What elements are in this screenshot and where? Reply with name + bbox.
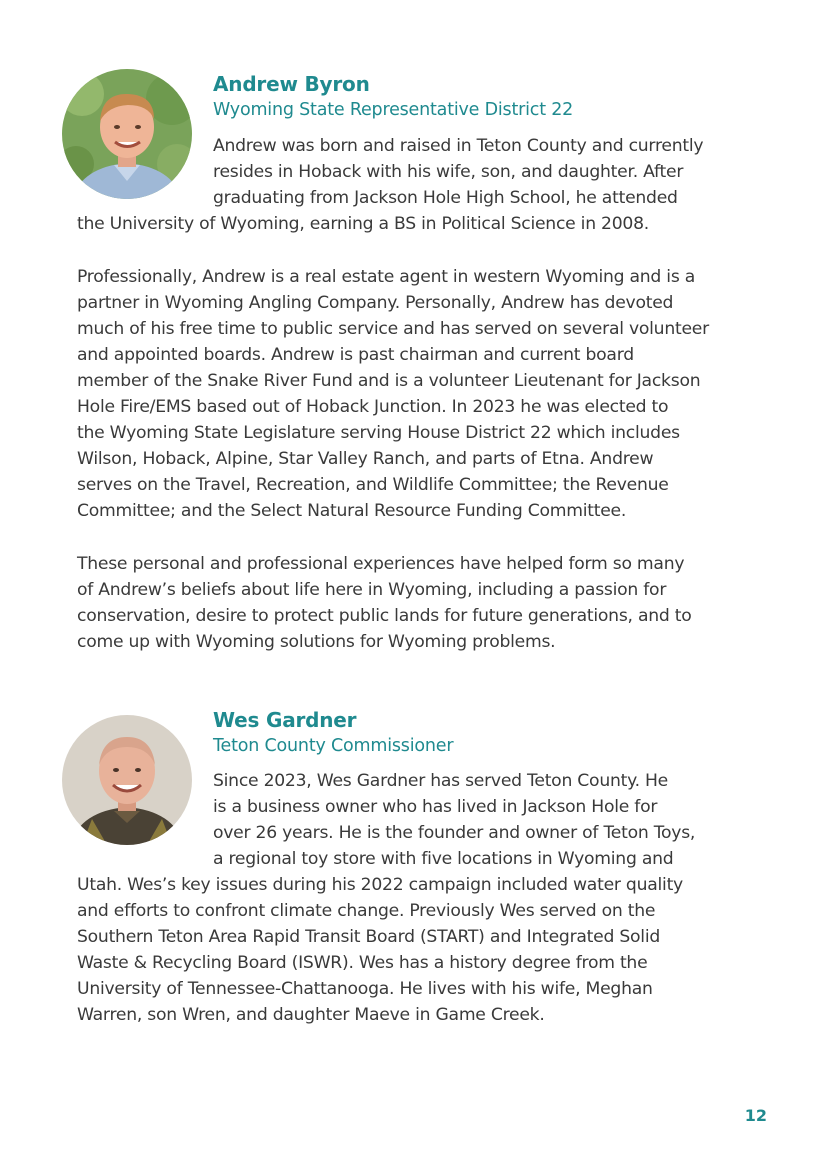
bio-line: Warren, son Wren, and daughter Maeve in Game Creek. — [77, 1005, 545, 1025]
andrew-byron-photo — [62, 69, 192, 199]
bio-line: much of his free time to public service and has served on several volunteer — [77, 319, 709, 339]
bio-line: Committee; and the Select Natural Resource Funding Committee. — [77, 501, 627, 521]
bio-line: partner in Wyoming Angling Company. Personally, Andrew has devoted — [77, 293, 674, 313]
profile-name: Andrew Byron — [213, 72, 370, 96]
person-photo-icon — [62, 69, 192, 199]
wes-gardner-photo — [62, 715, 192, 845]
bio-line: Andrew was born and raised in Teton County and currently — [213, 136, 704, 156]
bio-line: Professionally, Andrew is a real estate agent in western Wyoming and is a — [77, 267, 696, 287]
bio-line: Hole Fire/EMS based out of Hoback Junction. In 2023 he was elected to — [77, 397, 669, 417]
bio-line: of Andrew’s beliefs about life here in Wyoming, including a passion for — [77, 580, 667, 600]
profile-role: Wyoming State Representative District 22 — [213, 100, 574, 120]
bio-line: and efforts to confront climate change. Previously Wes served on the — [77, 901, 656, 921]
bio-line: Waste & Recycling Board (ISWR). Wes has a history degree from the — [77, 953, 648, 973]
bio-line: conservation, desire to protect public lands for future generations, and to — [77, 606, 692, 626]
bio-line: These personal and professional experiences have helped form so many — [77, 554, 685, 574]
bio-line: and appointed boards. Andrew is past chairman and current board — [77, 345, 634, 365]
bio-line: resides in Hoback with his wife, son, and daughter. After — [213, 162, 684, 182]
bio-line: Since 2023, Wes Gardner has served Teton County. He — [213, 771, 668, 791]
bio-line: serves on the Travel, Recreation, and Wildlife Committee; the Revenue — [77, 475, 669, 495]
bio-line: University of Tennessee-Chattanooga. He lives with his wife, Meghan — [77, 979, 653, 999]
bio-line: is a business owner who has lived in Jackson Hole for — [213, 797, 658, 817]
bio-line: come up with Wyoming solutions for Wyoming problems. — [77, 632, 556, 652]
bio-line: a regional toy store with five locations in Wyoming and — [213, 849, 674, 869]
bio-line: member of the Snake River Fund and is a volunteer Lieutenant for Jackson — [77, 371, 701, 391]
bio-line: Utah. Wes’s key issues during his 2022 campaign included water quality — [77, 875, 683, 895]
bio-line: the University of Wyoming, earning a BS in Political Science in 2008. — [77, 214, 650, 234]
bio-line: the Wyoming State Legislature serving House District 22 which includes — [77, 423, 680, 443]
profile-name: Wes Gardner — [213, 708, 357, 732]
profile-role: Teton County Commissioner — [213, 736, 454, 756]
bio-line: Wilson, Hoback, Alpine, Star Valley Ranch, and parts of Etna. Andrew — [77, 449, 654, 469]
bio-line: graduating from Jackson Hole High School, he attended — [213, 188, 678, 208]
bio-line: Southern Teton Area Rapid Transit Board (START) and Integrated Solid — [77, 927, 661, 947]
page-number: 12 — [744, 1106, 767, 1125]
bio-line: over 26 years. He is the founder and owner of Teton Toys, — [213, 823, 696, 843]
person-photo-icon — [62, 715, 192, 845]
